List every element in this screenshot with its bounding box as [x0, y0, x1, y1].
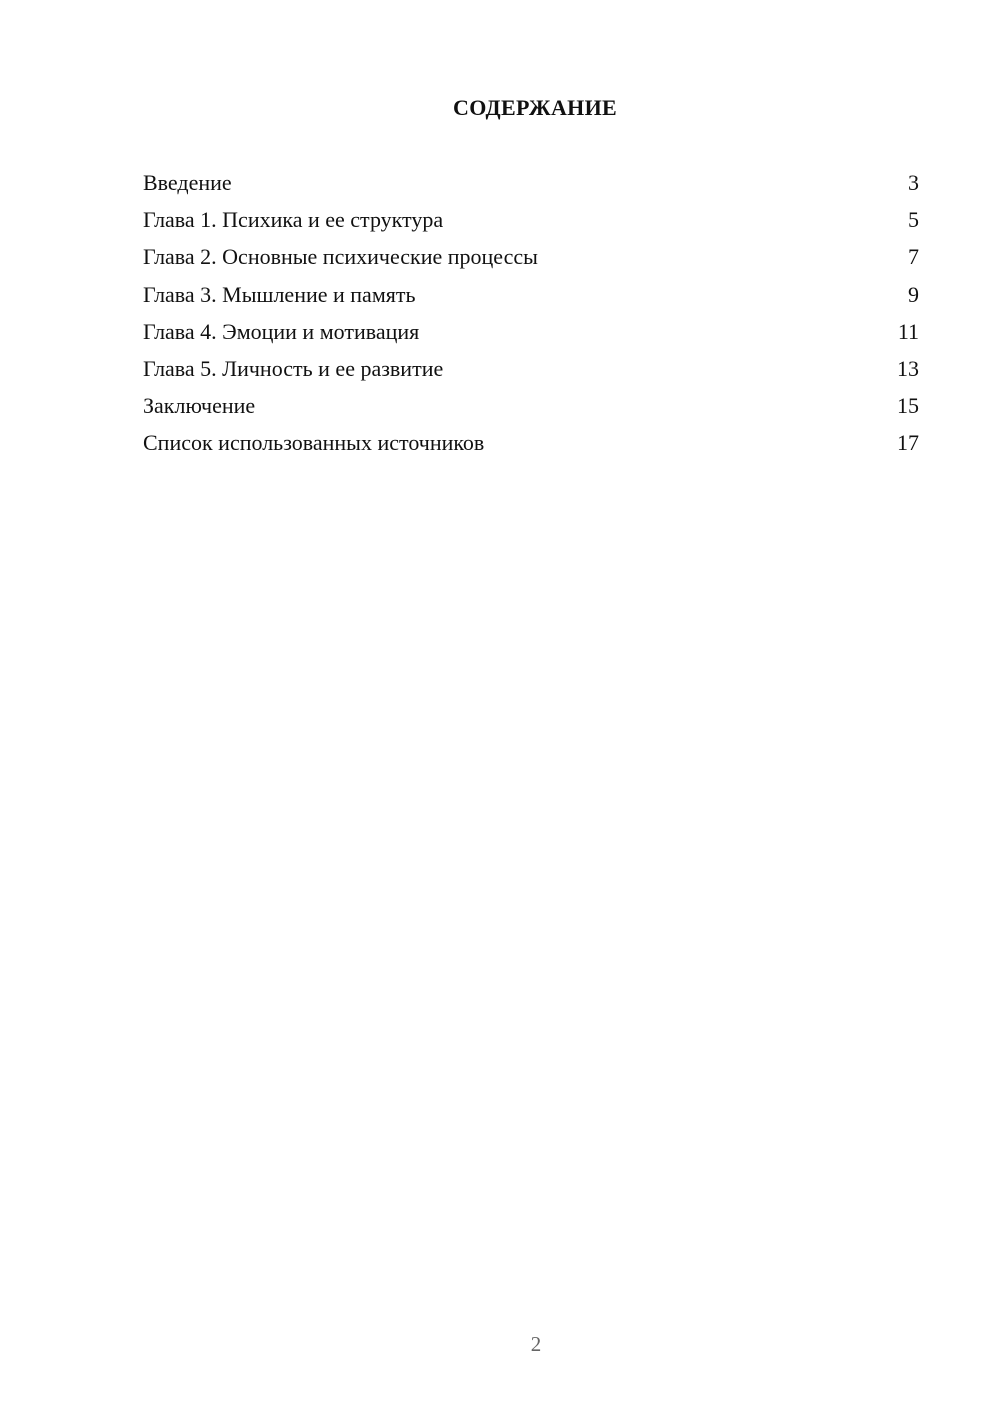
toc-entry-page: 13 [897, 355, 919, 381]
toc-entry-page: 9 [908, 281, 919, 307]
page-number-text: 2 [530, 1332, 542, 1356]
page-title-text: СОДЕРЖАНИЕ [453, 95, 617, 120]
page-number [0, 1332, 1000, 1357]
toc-entry-label: Список использованных источников [143, 430, 485, 456]
toc-entry-page: 17 [897, 430, 919, 456]
toc-entry-label: Глава 2. Основные психические процессы [143, 244, 538, 270]
toc-entry-page: 11 [897, 318, 919, 344]
page-title [0, 95, 1000, 121]
toc-entry [143, 354, 919, 391]
toc-entry-label: Глава 4. Эмоции и мотивация [143, 318, 420, 344]
toc-entry [143, 242, 919, 279]
toc-entry [143, 428, 919, 465]
toc-entry [143, 391, 919, 428]
table-of-contents [143, 168, 919, 466]
toc-entry [143, 317, 919, 354]
toc-entry [143, 168, 919, 205]
toc-entry-label: Заключение [143, 393, 256, 419]
toc-entry-page: 15 [897, 393, 919, 419]
toc-entry-label: Глава 3. Мышление и память [143, 281, 416, 307]
toc-entry-label: Глава 5. Личность и ее развитие [143, 355, 444, 381]
toc-entry [143, 280, 919, 317]
toc-entry-page: 5 [908, 207, 919, 233]
toc-entry [143, 205, 919, 242]
toc-entry-page: 7 [908, 244, 919, 270]
toc-entry-label: Глава 1. Психика и ее структура [143, 207, 444, 233]
toc-entry-label: Введение [143, 170, 232, 195]
toc-entry-page: 3 [908, 170, 919, 195]
